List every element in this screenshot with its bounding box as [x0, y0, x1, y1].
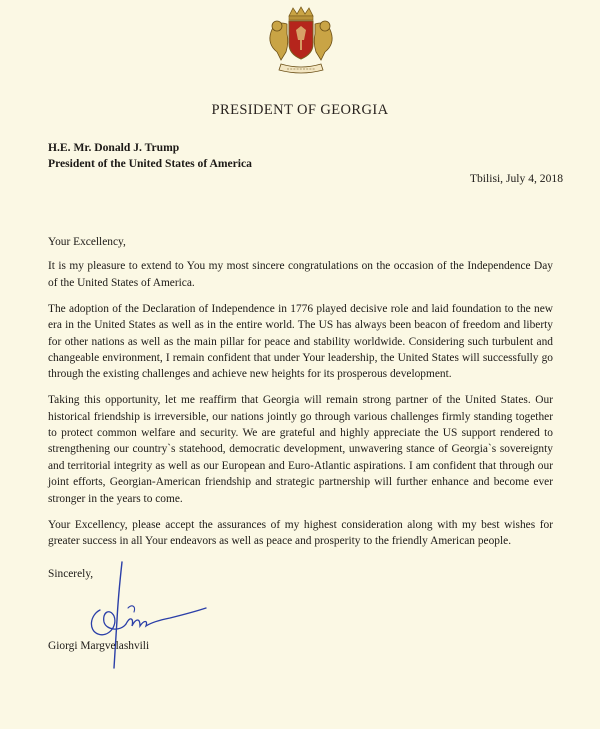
closing: Sincerely, — [48, 568, 94, 580]
date-line: Tbilisi, July 4, 2018 — [469, 172, 563, 185]
paragraph-1: It is my pleasure to extend to You my most sincere congratulations on the occasion of the Independence Day of the United States of America. — [48, 260, 553, 289]
handwritten-signature — [70, 560, 210, 670]
addressee-position: President of the United States of America — [48, 156, 252, 170]
signer-name: Giorgi Margvelashvili — [48, 640, 150, 652]
letterhead-title: PRESIDENT OF GEORGIA — [211, 102, 389, 118]
georgia-coat-of-arms-icon — [251, 4, 351, 78]
salutation: Your Excellency, — [48, 236, 126, 248]
paragraph-3: Taking this opportunity, let me reaffirm that Georgia will remain strong partner of the United States. Our historical friendship is irreversible, our nations jointly go through various challenges firmly standing together to protect common welfare and security. We are grateful and highly appreciate the US support rendered to strengthening our country`s statehood, democratic development, unwavering stance of Georgia`s sovereignty and territorial integrity as well as our European and Euro-Atlantic aspirations. I am confident that through our joint efforts, Georgian-American friendship and strategic partnership will further enhance and become ever stronger in the years to come. — [48, 394, 553, 505]
paragraph-2: The adoption of the Declaration of Independence in 1776 played decisive role and laid foundation to the new era in the United States as well as in the entire world. The US has always been beacon of freedom and liberty for other nations as well as the main pillar for peace and stability worldwide. Considering such turbulent and changeable environment, I remain confident that under Your leadership, the United States will successfully go through the existing challenges and achieve new heights for its prosperous development. — [48, 302, 553, 381]
letter-body — [48, 234, 553, 559]
addressee-block — [48, 140, 252, 171]
addressee-name: H.E. Mr. Donald J. Trump — [48, 141, 180, 154]
paragraph-4: Your Excellency, please accept the assurances of my highest consideration along with my best wishes for greater success in all Your endeavors as well as peace and prosperity to the friendly American people. — [48, 518, 553, 547]
